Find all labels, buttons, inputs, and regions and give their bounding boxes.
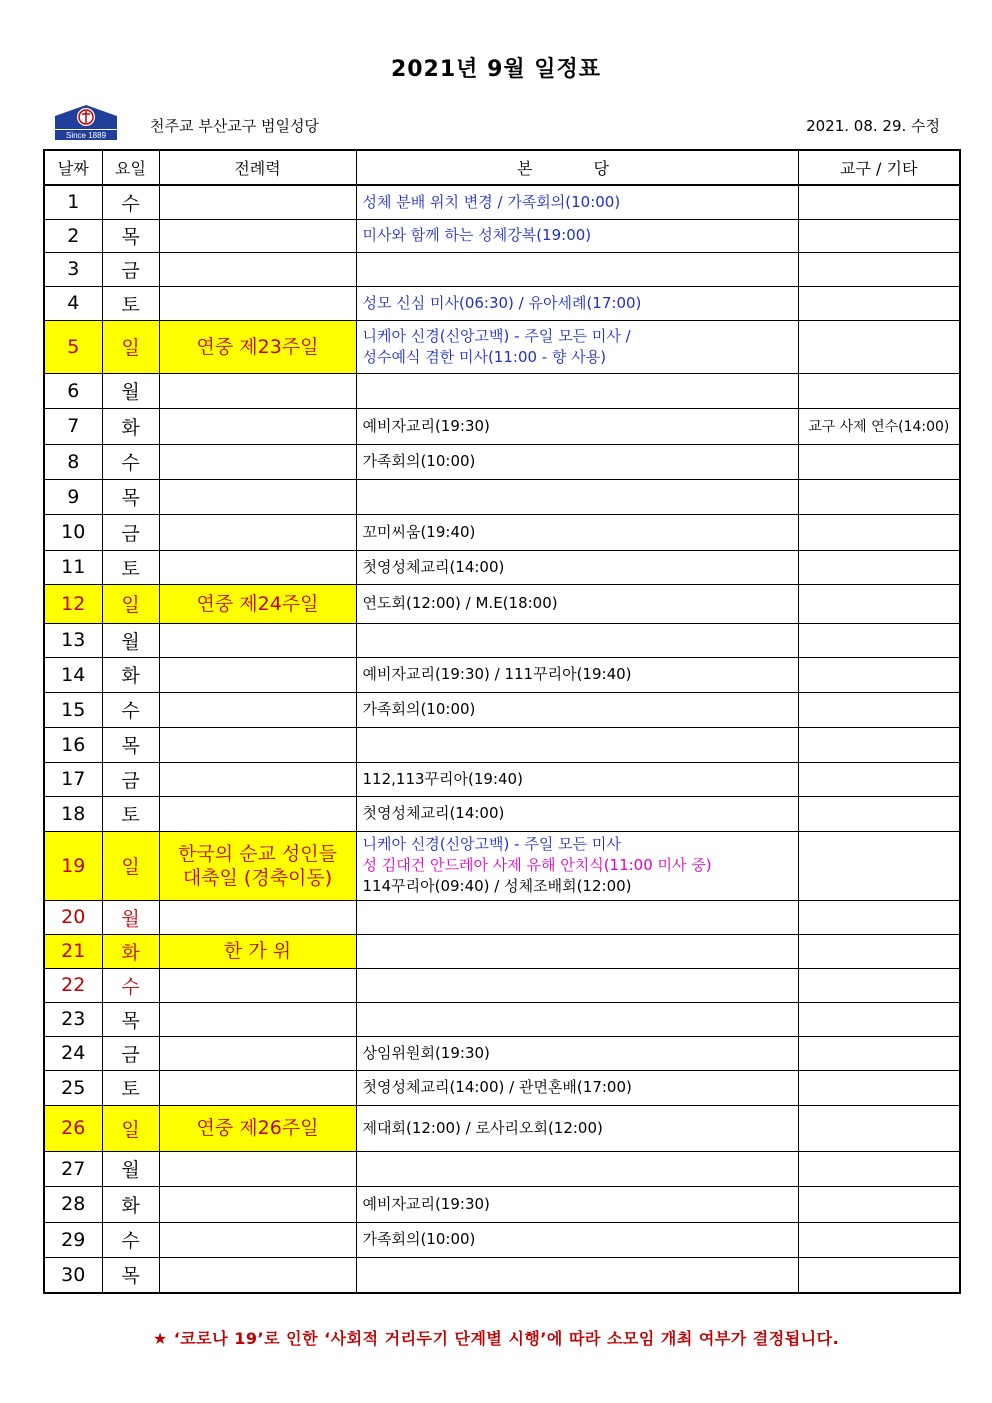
table-row <box>44 1070 960 1105</box>
date-cell: 1 <box>44 185 102 219</box>
parish-event-cell <box>356 762 798 796</box>
date-cell: 25 <box>44 1070 102 1105</box>
liturgy-cell <box>159 762 356 796</box>
liturgy-cell <box>159 900 356 934</box>
liturgy-line: 연중 제23주일 <box>196 335 319 358</box>
parish-event: 니케아 신경(신앙고백) - 주일 모든 미사 / <box>362 326 631 345</box>
diocese-event-cell <box>798 1222 960 1257</box>
col-liturgy-header: 전례력 <box>159 150 356 185</box>
weekday-cell: 화 <box>102 657 159 692</box>
parish-event-cell <box>356 657 798 692</box>
parish-event: 첫영성체교리(14:00) <box>362 804 505 822</box>
diocese-event-cell <box>798 252 960 286</box>
parish-event: 112,113꾸리아(19:40) <box>362 769 523 788</box>
parish-event: 성 김대건 안드레아 사제 유해 안치식(11:00 미사 중) <box>362 856 712 874</box>
weekday-cell: 일 <box>102 831 159 900</box>
parish-event-cell <box>356 900 798 934</box>
liturgy-cell <box>159 1070 356 1105</box>
parish-event: 첫영성체교리(14:00) <box>362 557 505 576</box>
parish-event: 연도회(12:00) / M.E(18:00) <box>362 594 558 612</box>
table-row <box>44 1151 960 1186</box>
diocese-event-cell <box>798 219 960 252</box>
diocese-event-cell: 교구 사제 연수(14:00) <box>798 408 960 444</box>
weekday-cell: 토 <box>102 550 159 584</box>
liturgy-cell <box>159 1222 356 1257</box>
parish-event-cell <box>356 550 798 584</box>
table-row <box>44 900 960 934</box>
diocese-event-cell <box>798 796 960 831</box>
diocese-event-cell <box>798 444 960 479</box>
liturgy-cell <box>159 373 356 408</box>
date-cell: 14 <box>44 657 102 692</box>
parish-event-cell <box>356 320 798 373</box>
diocese-event-cell <box>798 934 960 968</box>
table-row <box>44 514 960 550</box>
diocese-event-cell <box>798 185 960 219</box>
diocese-event-cell <box>798 727 960 762</box>
table-row <box>44 286 960 320</box>
parish-event-cell <box>356 796 798 831</box>
diocese-event-cell <box>798 320 960 373</box>
liturgy-cell <box>159 286 356 320</box>
parish-event: 성모 신심 미사(06:30) / 유아세례(17:00) <box>362 293 642 312</box>
parish-name: 천주교 부산교구 범일성당 <box>150 117 319 135</box>
parish-event: 예비자교리(19:30) / 111꾸리아(19:40) <box>362 665 632 683</box>
liturgy-cell <box>159 320 356 373</box>
table-row <box>44 727 960 762</box>
date-cell: 22 <box>44 968 102 1002</box>
date-cell: 12 <box>44 584 102 623</box>
table-row <box>44 968 960 1002</box>
diocese-event-cell <box>798 968 960 1002</box>
weekday-cell: 수 <box>102 185 159 219</box>
footnote: ★ ‘코로나 19’로 인한 ‘사회적 거리두기 단계별 시행’에 따라 소모임 개최 여부가 결정됩니다. <box>152 1329 840 1348</box>
table-row <box>44 185 960 219</box>
date-cell: 26 <box>44 1105 102 1151</box>
table-row <box>44 252 960 286</box>
liturgy-line: 한 가 위 <box>223 940 292 962</box>
diocese-event-cell <box>798 900 960 934</box>
parish-event-cell <box>356 1070 798 1105</box>
schedule-rows <box>44 185 960 1293</box>
parish-event-cell <box>356 968 798 1002</box>
liturgy-cell <box>159 1105 356 1151</box>
parish-event-cell <box>356 1105 798 1151</box>
diocese-event-cell <box>798 623 960 657</box>
diocese-event-cell <box>798 1105 960 1151</box>
weekday-cell: 금 <box>102 252 159 286</box>
weekday-cell: 화 <box>102 1186 159 1222</box>
date-cell: 17 <box>44 762 102 796</box>
weekday-cell: 목 <box>102 727 159 762</box>
liturgy-cell <box>159 444 356 479</box>
date-cell: 29 <box>44 1222 102 1257</box>
parish-event: 가족회의(10:00) <box>362 1230 476 1248</box>
table-row <box>44 219 960 252</box>
parish-event-cell <box>356 1002 798 1036</box>
date-cell: 30 <box>44 1257 102 1293</box>
liturgy-line: 한국의 순교 성인들 <box>178 842 337 865</box>
revision-date: 2021. 08. 29. 수정 <box>806 117 940 135</box>
schedule-table <box>43 149 961 1294</box>
table-header <box>44 150 960 185</box>
diocese-event-cell <box>798 514 960 550</box>
liturgy-cell <box>159 831 356 900</box>
parish-event-cell <box>356 623 798 657</box>
col-other-header: 교구 / 기타 <box>798 150 960 185</box>
weekday-cell: 목 <box>102 479 159 514</box>
weekday-cell: 토 <box>102 1070 159 1105</box>
table-row <box>44 320 960 373</box>
diocese-event-cell <box>798 1036 960 1070</box>
parish-logo-icon <box>53 102 119 140</box>
liturgy-cell <box>159 1186 356 1222</box>
diocese-event-cell <box>798 1002 960 1036</box>
liturgy-cell <box>159 692 356 727</box>
diocese-event-cell <box>798 550 960 584</box>
parish-event-cell <box>356 1257 798 1293</box>
liturgy-cell <box>159 408 356 444</box>
parish-event: 예비자교리(19:30) <box>362 416 490 435</box>
table-row <box>44 1186 960 1222</box>
page-title: 2021년 9월 일정표 <box>390 57 602 82</box>
liturgy-cell <box>159 479 356 514</box>
date-cell: 5 <box>44 320 102 373</box>
date-cell: 13 <box>44 623 102 657</box>
weekday-cell: 일 <box>102 1105 159 1151</box>
table-row <box>44 657 960 692</box>
parish-event-cell <box>356 1186 798 1222</box>
date-cell: 3 <box>44 252 102 286</box>
table-row <box>44 1036 960 1070</box>
table-row <box>44 1105 960 1151</box>
parish-event-cell <box>356 444 798 479</box>
weekday-cell: 토 <box>102 796 159 831</box>
table-row <box>44 623 960 657</box>
weekday-cell: 일 <box>102 320 159 373</box>
table-row <box>44 444 960 479</box>
weekday-cell: 월 <box>102 900 159 934</box>
liturgy-line: 연중 제24주일 <box>196 592 319 615</box>
weekday-cell: 목 <box>102 219 159 252</box>
liturgy-cell <box>159 727 356 762</box>
liturgy-cell <box>159 514 356 550</box>
logo-caption: Since 1889 <box>65 131 107 140</box>
parish-event-cell <box>356 584 798 623</box>
weekday-cell: 화 <box>102 934 159 968</box>
date-cell: 6 <box>44 373 102 408</box>
parish-event-cell <box>356 1036 798 1070</box>
diocese-event-cell <box>798 831 960 900</box>
liturgy-cell <box>159 968 356 1002</box>
date-cell: 4 <box>44 286 102 320</box>
liturgy-cell <box>159 252 356 286</box>
liturgy-cell <box>159 584 356 623</box>
parish-event-cell <box>356 408 798 444</box>
liturgy-cell <box>159 796 356 831</box>
parish-event-cell <box>356 1151 798 1186</box>
parish-event: 니케아 신경(신앙고백) - 주일 모든 미사 <box>362 835 621 853</box>
diocese-event-cell <box>798 373 960 408</box>
diocese-event-cell <box>798 479 960 514</box>
table-row <box>44 479 960 514</box>
table-row <box>44 796 960 831</box>
liturgy-line: 연중 제26주일 <box>196 1117 319 1139</box>
date-cell: 24 <box>44 1036 102 1070</box>
date-cell: 11 <box>44 550 102 584</box>
table-row <box>44 373 960 408</box>
weekday-cell: 목 <box>102 1002 159 1036</box>
diocese-event-cell <box>798 584 960 623</box>
liturgy-cell <box>159 623 356 657</box>
weekday-cell: 수 <box>102 1222 159 1257</box>
weekday-cell: 화 <box>102 408 159 444</box>
weekday-cell: 토 <box>102 286 159 320</box>
date-cell: 16 <box>44 727 102 762</box>
diocese-event-cell <box>798 1070 960 1105</box>
parish-event: 꼬미씨움(19:40) <box>362 522 476 541</box>
parish-event: 예비자교리(19:30) <box>362 1194 490 1213</box>
table-row <box>44 692 960 727</box>
table-row <box>44 1002 960 1036</box>
diocese-event-cell <box>798 657 960 692</box>
weekday-cell: 수 <box>102 968 159 1002</box>
weekday-cell: 목 <box>102 1257 159 1293</box>
diocese-event-cell <box>798 286 960 320</box>
table-row <box>44 1257 960 1293</box>
weekday-cell: 금 <box>102 1036 159 1070</box>
date-cell: 7 <box>44 408 102 444</box>
weekday-cell: 금 <box>102 762 159 796</box>
weekday-cell: 수 <box>102 692 159 727</box>
table-row <box>44 831 960 900</box>
liturgy-line: 대축일 (경축이동) <box>182 866 333 889</box>
parish-event-cell <box>356 479 798 514</box>
parish-event: 114꾸리아(09:40) / 성체조배회(12:00) <box>362 877 632 895</box>
table-row <box>44 550 960 584</box>
date-cell: 2 <box>44 219 102 252</box>
diocese-event-cell <box>798 1257 960 1293</box>
diocese-event-cell <box>798 1151 960 1186</box>
date-cell: 10 <box>44 514 102 550</box>
weekday-cell: 월 <box>102 1151 159 1186</box>
diocese-event-cell <box>798 762 960 796</box>
liturgy-cell <box>159 1257 356 1293</box>
weekday-cell: 월 <box>102 623 159 657</box>
liturgy-cell <box>159 1151 356 1186</box>
parish-event: 제대회(12:00) / 로사리오회(12:00) <box>362 1118 603 1137</box>
table-row <box>44 408 960 444</box>
diocese-event-cell <box>798 692 960 727</box>
parish-event-cell <box>356 252 798 286</box>
parish-event-cell <box>356 831 798 900</box>
col-day-header: 요일 <box>102 150 159 185</box>
parish-event: 가족회의(10:00) <box>362 452 476 470</box>
table-row <box>44 1222 960 1257</box>
date-cell: 27 <box>44 1151 102 1186</box>
weekday-cell: 월 <box>102 373 159 408</box>
col-date-header: 날짜 <box>44 150 102 185</box>
parish-event-cell <box>356 286 798 320</box>
liturgy-cell <box>159 219 356 252</box>
date-cell: 20 <box>44 900 102 934</box>
parish-event: 상임위원회(19:30) <box>362 1043 490 1062</box>
liturgy-cell <box>159 185 356 219</box>
date-cell: 23 <box>44 1002 102 1036</box>
liturgy-cell <box>159 657 356 692</box>
parish-event-cell <box>356 185 798 219</box>
liturgy-cell <box>159 1002 356 1036</box>
parish-event-cell <box>356 219 798 252</box>
parish-event-cell <box>356 727 798 762</box>
parish-event-cell <box>356 1222 798 1257</box>
date-cell: 15 <box>44 692 102 727</box>
parish-event: 가족회의(10:00) <box>362 700 476 718</box>
date-cell: 18 <box>44 796 102 831</box>
table-row <box>44 934 960 968</box>
parish-event-cell <box>356 934 798 968</box>
date-cell: 21 <box>44 934 102 968</box>
parish-event: 성수예식 겸한 미사(11:00 - 향 사용) <box>362 347 607 366</box>
parish-event-cell <box>356 692 798 727</box>
liturgy-cell <box>159 550 356 584</box>
table-row <box>44 584 960 623</box>
table-row <box>44 762 960 796</box>
col-parish-header: 본 당 <box>356 150 798 185</box>
date-cell: 8 <box>44 444 102 479</box>
parish-event: 성체 분배 위치 변경 / 가족회의(10:00) <box>362 192 621 211</box>
weekday-cell: 일 <box>102 584 159 623</box>
weekday-cell: 수 <box>102 444 159 479</box>
parish-event-cell <box>356 373 798 408</box>
date-cell: 28 <box>44 1186 102 1222</box>
weekday-cell: 금 <box>102 514 159 550</box>
parish-event: 미사와 함께 하는 성체강복(19:00) <box>362 226 592 244</box>
date-cell: 9 <box>44 479 102 514</box>
date-cell: 19 <box>44 831 102 900</box>
liturgy-cell <box>159 934 356 968</box>
liturgy-cell <box>159 1036 356 1070</box>
parish-event-cell <box>356 514 798 550</box>
diocese-event-cell <box>798 1186 960 1222</box>
parish-event: 첫영성체교리(14:00) / 관면혼배(17:00) <box>362 1078 632 1096</box>
